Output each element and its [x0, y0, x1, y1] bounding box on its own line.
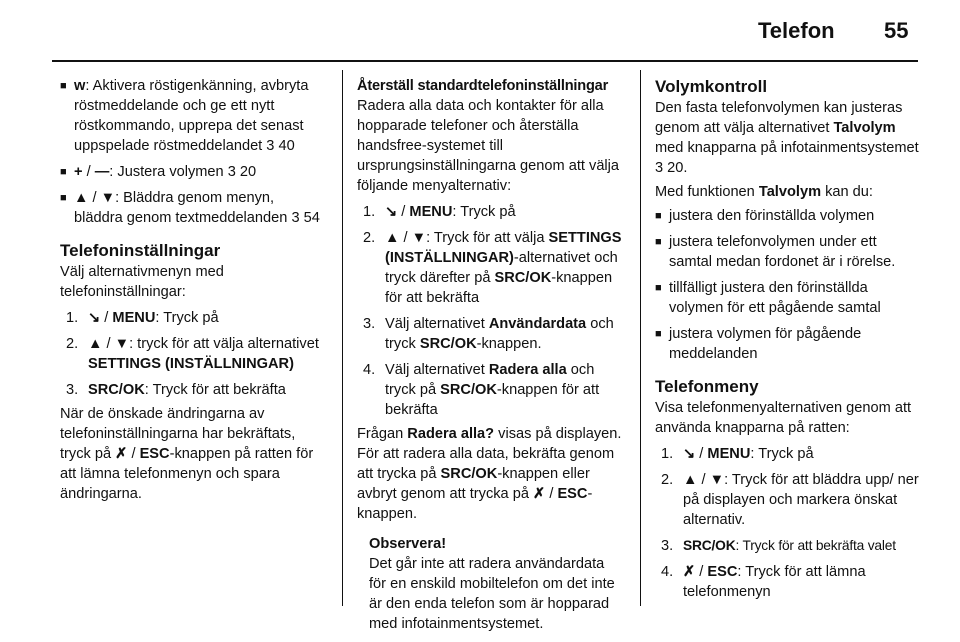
arrow-down-icon: ▼	[411, 230, 427, 246]
page-ref-icon: 3	[266, 138, 275, 154]
key-label: SRC/OK	[440, 466, 498, 482]
key-label: SRC/OK	[440, 382, 497, 398]
arrow-down-icon: ▼	[100, 190, 116, 206]
voice-command-icon: w	[74, 78, 86, 94]
arrow-up-icon: ▲	[683, 472, 698, 488]
bullet-mark: ■	[60, 80, 67, 92]
note-box	[357, 534, 625, 634]
section-intro: Visa telefonmenyalternativen genom att använda knapparna på ratten:	[655, 400, 912, 436]
section-title-aterstall: Återställ standardtelefoninställningar	[357, 78, 609, 94]
list-item: ■ justera volymen för pågående meddelanden	[655, 326, 862, 362]
header-rule	[52, 60, 918, 62]
bullet-mark: ■	[655, 282, 662, 294]
section-title-telefonmeny: Telefonmeny	[655, 377, 759, 396]
closing-paragraph: När de önskade ändringarna av telefoninställningarna har bekräftats, tryck på ✗ / ESC-knappen på ratten för att lämna telefonmenyn och spara ändringarna.	[60, 406, 314, 502]
section-title-telefoninstallningar: Telefoninställningar	[60, 241, 221, 260]
bullet-text: ▲ / ▼: Bläddra genom menyn, bläddra genom textmeddelanden 3 54	[74, 190, 320, 226]
key-label: Radera alla?	[407, 426, 495, 442]
page-number: 55	[884, 18, 909, 43]
bullet-mark: ■	[60, 192, 67, 204]
section-title-volymkontroll: Volymkontroll	[655, 77, 768, 96]
step-1: 1. ↘ / MENU: Tryck på	[66, 310, 219, 326]
key-label: MENU	[409, 204, 453, 220]
column-divider-left	[342, 70, 343, 606]
step-2: 2. ▲ / ▼: Tryck för att bläddra upp/ ner på displayen och markera önskat alternativ.	[661, 472, 919, 528]
function-intro: Med funktionen Talvolym kan du:	[655, 184, 873, 200]
section-intro: Den fasta telefonvolymen kan justeras genom att välja alternativet Talvolym med knapparna på infotainmentsystemet 3 20.	[655, 100, 919, 176]
step-4: 4. ✗ / ESC: Tryck för att lämna telefonmenyn	[661, 564, 866, 600]
key-label: SETTINGS (INSTÄLLNINGAR)	[88, 356, 294, 372]
bullet-mark: ■	[655, 236, 662, 248]
key-label: Användardata	[488, 316, 587, 332]
confirm-paragraph: Frågan Radera alla? visas på displayen. För att radera alla data, bekräfta genom att trycka på SRC/OK-knappen eller avbryt genom att trycka på ✗ / ESC-knappen.	[357, 426, 622, 522]
bullet-mark: ■	[655, 210, 662, 222]
key-label: ESC	[139, 446, 170, 462]
key-label: SRC/OK	[88, 382, 145, 398]
bullet-mark: ■	[60, 166, 67, 178]
step-3: 3. SRC/OK: Tryck för att bekräfta valet	[661, 538, 896, 554]
bullet-text: + / —: Justera volymen 3 20	[74, 164, 257, 180]
key-label: SETTINGS (INSTÄLLNINGAR)	[385, 230, 622, 266]
list-item: ■ justera den förinställda volymen	[655, 208, 875, 224]
step-3: 3. SRC/OK: Tryck för att bekräfta	[66, 382, 286, 398]
page-header-title: Telefon	[758, 18, 835, 43]
phone-icon: ↘	[683, 446, 696, 462]
arrow-up-icon: ▲	[385, 230, 400, 246]
arrow-up-icon: ▲	[88, 336, 103, 352]
key-label: SRC/OK	[683, 538, 736, 553]
section-intro: Välj alternativmenyn med telefoninställningar:	[60, 264, 224, 300]
column-right	[655, 76, 921, 602]
key-label: Talvolym	[833, 120, 896, 136]
key-label: Radera alla	[488, 362, 567, 378]
step-1: 1. ↘ / MENU: Tryck på	[661, 446, 814, 462]
step-4: 4. Välj alternativet Radera alla och tryck på SRC/OK-knappen för att bekräfta	[363, 362, 600, 418]
minus-icon: —	[94, 164, 110, 180]
key-label: ESC	[557, 486, 588, 502]
back-icon: ✗	[115, 446, 128, 462]
bullet-mark: ■	[655, 328, 662, 340]
step-2: 2. ▲ / ▼: tryck för att välja alternativet SETTINGS (INSTÄLLNINGAR)	[66, 336, 319, 372]
bullet-text: w: Aktivera röstigenkänning, avbryta röstmeddelande och ge ett nytt röstkommando, upprepa det senast uppspelade röstmeddelandet 3 40	[74, 78, 309, 154]
step-1: 1. ↘ / MENU: Tryck på	[363, 204, 516, 220]
key-label: Talvolym	[758, 184, 822, 200]
step-3: 3. Välj alternativet Användardata och tryck SRC/OK-knappen.	[363, 316, 614, 352]
key-label: SRC/OK	[419, 336, 477, 352]
key-label: SRC/OK	[494, 270, 552, 286]
arrow-down-icon: ▼	[114, 336, 130, 352]
key-label: MENU	[707, 446, 751, 462]
list-item: ■ justera telefonvolymen under ett samtal medan fordonet är i rörelse.	[655, 234, 896, 270]
note-title: Observera!	[369, 536, 447, 552]
bullet-volume	[60, 162, 326, 182]
page-ref-icon: 3	[655, 160, 664, 176]
phone-icon: ↘	[88, 310, 101, 326]
step-2: 2. ▲ / ▼: Tryck för att välja SETTINGS (INSTÄLLNINGAR)-alternativet och tryck därefter på SRC/OK-knappen för att bekräfta	[363, 230, 622, 306]
page-ref-icon: 3	[227, 164, 236, 180]
key-label: ESC	[707, 564, 738, 580]
back-icon: ✗	[683, 564, 696, 580]
plus-icon: +	[74, 164, 83, 180]
column-left	[60, 76, 326, 504]
bullet-scroll	[60, 188, 326, 228]
bullet-voice	[60, 76, 326, 156]
page-ref-icon: 3	[291, 210, 300, 226]
arrow-up-icon: ▲	[74, 190, 89, 206]
section-intro: Radera alla data och kontakter för alla hopparade telefoner och återställa handsfree-systemet till ursprungsinställningarna genom att välja följande menyalternativ:	[357, 98, 620, 194]
back-icon: ✗	[533, 486, 546, 502]
column-divider-right	[640, 70, 641, 606]
key-label: MENU	[112, 310, 156, 326]
arrow-down-icon: ▼	[709, 472, 725, 488]
list-item: ■ tillfälligt justera den förinställda volymen för ett pågående samtal	[655, 280, 881, 316]
column-middle	[357, 76, 625, 634]
note-text: Det går inte att radera användardata för en enskild mobiltelefon om det inte är den enda telefon som är hopparad med infotainmentsystemet.	[369, 556, 615, 632]
phone-icon: ↘	[385, 204, 398, 220]
